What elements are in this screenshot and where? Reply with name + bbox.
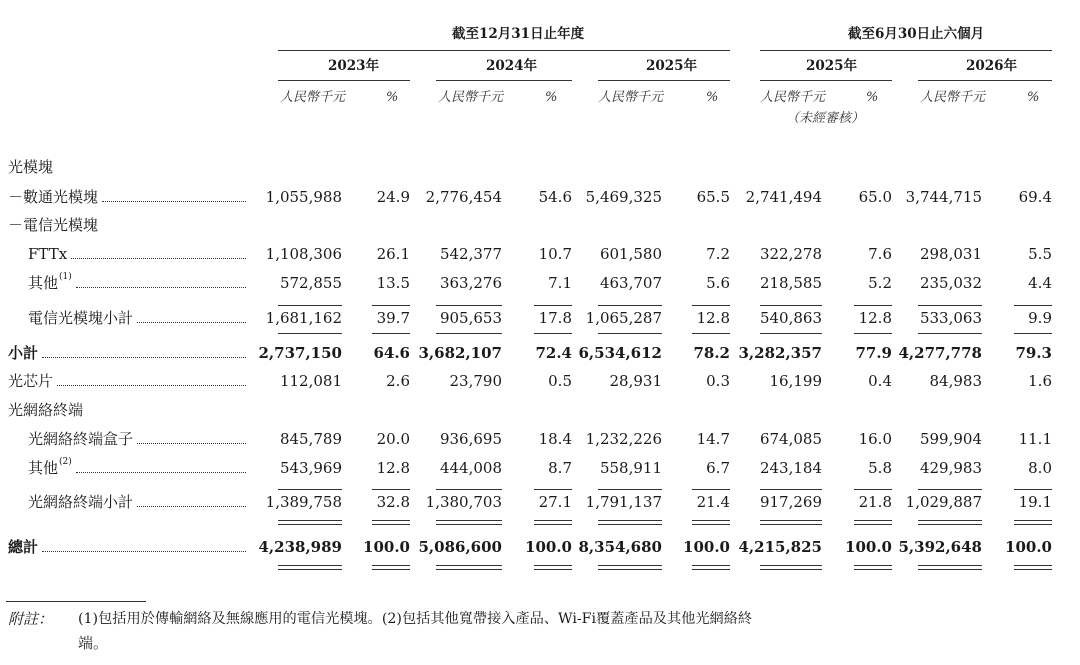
amount-cell: 8,354,680 xyxy=(578,538,662,556)
year-rule-2026-six xyxy=(918,80,1052,81)
year-header-2025: 2025年 xyxy=(646,58,698,74)
amount-cell: 3,744,715 xyxy=(905,188,982,206)
amount-cell: 2,776,454 xyxy=(425,188,502,206)
amount-cell: 558,911 xyxy=(599,459,662,477)
amount-cell: 5,086,600 xyxy=(418,538,502,556)
row-label: －電信光模塊 xyxy=(8,216,99,234)
percent-cell: 79.3 xyxy=(1015,344,1052,362)
amount-cell: 4,215,825 xyxy=(738,538,822,556)
percent-cell: 5.5 xyxy=(1028,245,1052,263)
subtotal-rule-bottom xyxy=(760,333,822,334)
subtotal-rule-top xyxy=(278,305,342,306)
percent-cell: 69.4 xyxy=(1018,188,1052,206)
total-rule-top xyxy=(760,524,822,525)
total-rule-top xyxy=(534,520,572,521)
percent-cell: 21.4 xyxy=(696,493,730,511)
amount-cell: 1,389,758 xyxy=(265,493,342,511)
total-rule-top xyxy=(534,524,572,525)
row-label: 電信光模塊小計 xyxy=(28,309,134,327)
ont-subtotal-rule-top xyxy=(760,489,822,490)
amount-cell: 6,534,612 xyxy=(578,344,662,362)
year-header-2023: 2023年 xyxy=(328,58,380,74)
unit-pct-2026-six: % xyxy=(1027,90,1040,105)
amount-cell: 543,969 xyxy=(279,459,342,477)
year-header-2024: 2024年 xyxy=(486,58,538,74)
unit-pct-2025-six: % xyxy=(866,90,879,105)
subtotal-rule-top xyxy=(1014,305,1052,306)
leader-dots xyxy=(102,201,246,202)
amount-cell: 16,199 xyxy=(769,372,822,390)
footnote-marker: (2) xyxy=(59,457,72,467)
total-rule-bottom xyxy=(918,569,982,570)
amount-cell: 322,278 xyxy=(759,245,822,263)
percent-cell: 100.0 xyxy=(363,538,410,556)
amount-cell: 28,931 xyxy=(609,372,662,390)
total-rule-bottom xyxy=(760,565,822,566)
row-label: 總計 xyxy=(8,538,39,556)
unaudited-note: （未經審核） xyxy=(786,111,865,126)
subtotal-rule-bottom xyxy=(534,333,572,334)
group-header-fiscal-year: 截至12月31日止年度 xyxy=(452,26,585,42)
total-rule-bottom xyxy=(1014,569,1052,570)
row-label: 光模塊 xyxy=(8,158,54,176)
percent-cell: 24.9 xyxy=(376,188,410,206)
percent-cell: 14.7 xyxy=(696,430,730,448)
amount-cell: 599,904 xyxy=(919,430,982,448)
percent-cell: 18.4 xyxy=(538,430,572,448)
percent-cell: 78.2 xyxy=(693,344,730,362)
unit-amount-2024: 人民幣千元 xyxy=(438,90,504,105)
percent-cell: 39.7 xyxy=(376,309,410,327)
amount-cell: 429,983 xyxy=(919,459,982,477)
amount-cell: 112,081 xyxy=(279,372,342,390)
percent-cell: 5.6 xyxy=(706,274,730,292)
amount-cell: 674,085 xyxy=(759,430,822,448)
percent-cell: 26.1 xyxy=(376,245,410,263)
row-label: 光網絡終端盒子 xyxy=(28,430,134,448)
percent-cell: 17.8 xyxy=(538,309,572,327)
percent-cell: 27.1 xyxy=(538,493,572,511)
group-rule-fiscal-year xyxy=(278,50,730,51)
subtotal-rule-bottom xyxy=(278,333,342,334)
footnote-label: 附註： xyxy=(8,610,54,628)
total-rule-top xyxy=(372,520,410,521)
amount-cell: 1,108,306 xyxy=(265,245,342,263)
percent-cell: 8.0 xyxy=(1028,459,1052,477)
subtotal-rule-bottom xyxy=(598,333,662,334)
total-rule-bottom xyxy=(598,565,662,566)
total-rule-top xyxy=(918,520,982,521)
ont-subtotal-rule-top xyxy=(436,489,502,490)
subtotal-rule-top xyxy=(918,305,982,306)
unit-amount-2026-six: 人民幣千元 xyxy=(920,90,986,105)
total-rule-bottom xyxy=(278,565,342,566)
total-rule-top xyxy=(1014,520,1052,521)
total-rule-top xyxy=(1014,524,1052,525)
row-label: 光芯片 xyxy=(8,372,54,390)
percent-cell: 9.9 xyxy=(1028,309,1052,327)
total-rule-bottom xyxy=(436,565,502,566)
year-rule-2025-six xyxy=(760,80,892,81)
leader-dots xyxy=(57,385,246,386)
amount-cell: 444,008 xyxy=(439,459,502,477)
percent-cell: 100.0 xyxy=(525,538,572,556)
percent-cell: 21.8 xyxy=(858,493,892,511)
percent-cell: 2.6 xyxy=(386,372,410,390)
amount-cell: 218,585 xyxy=(759,274,822,292)
unit-pct-2024: % xyxy=(545,90,558,105)
unit-amount-2025: 人民幣千元 xyxy=(598,90,664,105)
amount-cell: 905,653 xyxy=(439,309,502,327)
total-rule-bottom xyxy=(436,569,502,570)
percent-cell: 7.2 xyxy=(706,245,730,263)
unit-amount-2025-six: 人民幣千元 xyxy=(760,90,826,105)
amount-cell: 1,232,226 xyxy=(585,430,662,448)
year-header-2026-six: 2026年 xyxy=(966,58,1018,74)
amount-cell: 2,741,494 xyxy=(745,188,822,206)
amount-cell: 601,580 xyxy=(599,245,662,263)
total-rule-bottom xyxy=(692,565,730,566)
percent-cell: 12.8 xyxy=(696,309,730,327)
subtotal-rule-bottom xyxy=(918,333,982,334)
total-rule-bottom xyxy=(534,569,572,570)
percent-cell: 0.4 xyxy=(868,372,892,390)
subtotal-rule-bottom xyxy=(1014,333,1052,334)
ont-subtotal-rule-top xyxy=(692,489,730,490)
total-rule-top xyxy=(372,524,410,525)
total-rule-bottom xyxy=(692,569,730,570)
percent-cell: 65.5 xyxy=(696,188,730,206)
total-rule-top xyxy=(598,520,662,521)
total-rule-bottom xyxy=(918,565,982,566)
leader-dots xyxy=(42,357,246,358)
total-rule-top xyxy=(854,524,892,525)
percent-cell: 1.6 xyxy=(1028,372,1052,390)
subtotal-rule-top xyxy=(692,305,730,306)
amount-cell: 363,276 xyxy=(439,274,502,292)
total-rule-bottom xyxy=(278,569,342,570)
percent-cell: 7.1 xyxy=(548,274,572,292)
subtotal-rule-bottom xyxy=(692,333,730,334)
subtotal-rule-top xyxy=(534,305,572,306)
total-rule-top xyxy=(692,520,730,521)
amount-cell: 5,469,325 xyxy=(585,188,662,206)
leader-dots xyxy=(76,287,246,288)
leader-dots xyxy=(137,506,246,507)
total-rule-bottom xyxy=(854,565,892,566)
percent-cell: 5.2 xyxy=(868,274,892,292)
total-rule-bottom xyxy=(760,569,822,570)
footnote-rule xyxy=(6,601,146,602)
subtotal-rule-top xyxy=(760,305,822,306)
percent-cell: 77.9 xyxy=(855,344,892,362)
leader-dots xyxy=(71,258,246,259)
percent-cell: 16.0 xyxy=(858,430,892,448)
total-rule-top xyxy=(436,524,502,525)
subtotal-rule-bottom xyxy=(854,333,892,334)
ont-subtotal-rule-top xyxy=(854,489,892,490)
amount-cell: 533,063 xyxy=(919,309,982,327)
percent-cell: 54.6 xyxy=(538,188,572,206)
percent-cell: 19.1 xyxy=(1018,493,1052,511)
amount-cell: 542,377 xyxy=(439,245,502,263)
total-rule-bottom xyxy=(1014,565,1052,566)
subtotal-rule-top xyxy=(854,305,892,306)
total-rule-bottom xyxy=(598,569,662,570)
unit-pct-2023: % xyxy=(386,90,399,105)
leader-dots xyxy=(76,472,246,473)
total-rule-top xyxy=(760,520,822,521)
amount-cell: 540,863 xyxy=(759,309,822,327)
percent-cell: 11.1 xyxy=(1018,430,1052,448)
amount-cell: 572,855 xyxy=(279,274,342,292)
percent-cell: 8.7 xyxy=(548,459,572,477)
total-rule-bottom xyxy=(534,565,572,566)
percent-cell: 32.8 xyxy=(376,493,410,511)
ont-subtotal-rule-top xyxy=(598,489,662,490)
amount-cell: 84,983 xyxy=(929,372,982,390)
ont-subtotal-rule-top xyxy=(372,489,410,490)
percent-cell: 0.3 xyxy=(706,372,730,390)
total-rule-top xyxy=(278,520,342,521)
percent-cell: 0.5 xyxy=(548,372,572,390)
total-rule-top xyxy=(436,520,502,521)
ont-subtotal-rule-top xyxy=(278,489,342,490)
subtotal-rule-bottom xyxy=(372,333,410,334)
total-rule-top xyxy=(918,524,982,525)
year-rule-2023 xyxy=(278,80,410,81)
amount-cell: 298,031 xyxy=(919,245,982,263)
total-rule-bottom xyxy=(372,565,410,566)
unit-pct-2025: % xyxy=(706,90,719,105)
total-rule-bottom xyxy=(372,569,410,570)
percent-cell: 7.6 xyxy=(868,245,892,263)
amount-cell: 1,065,287 xyxy=(585,309,662,327)
percent-cell: 12.8 xyxy=(376,459,410,477)
amount-cell: 3,282,357 xyxy=(738,344,822,362)
amount-cell: 845,789 xyxy=(279,430,342,448)
total-rule-top xyxy=(692,524,730,525)
row-label: 其他 xyxy=(28,459,59,477)
leader-dots xyxy=(137,322,246,323)
ont-subtotal-rule-top xyxy=(918,489,982,490)
percent-cell: 64.6 xyxy=(373,344,410,362)
row-label: 光網絡終端 xyxy=(8,401,84,419)
group-rule-six-months xyxy=(760,50,1052,51)
percent-cell: 100.0 xyxy=(683,538,730,556)
amount-cell: 1,791,137 xyxy=(585,493,662,511)
subtotal-rule-top xyxy=(598,305,662,306)
row-label: FTTx xyxy=(28,245,68,263)
percent-cell: 12.8 xyxy=(858,309,892,327)
total-rule-top xyxy=(278,524,342,525)
footnote-marker: (1) xyxy=(59,272,72,282)
percent-cell: 20.0 xyxy=(376,430,410,448)
percent-cell: 100.0 xyxy=(845,538,892,556)
row-label: 光網絡終端小計 xyxy=(28,493,134,511)
amount-cell: 23,790 xyxy=(449,372,502,390)
unit-amount-2023: 人民幣千元 xyxy=(280,90,346,105)
amount-cell: 1,029,887 xyxy=(905,493,982,511)
leader-dots xyxy=(137,443,246,444)
total-rule-top xyxy=(598,524,662,525)
amount-cell: 917,269 xyxy=(759,493,822,511)
leader-dots xyxy=(42,551,246,552)
row-label: 其他 xyxy=(28,274,59,292)
amount-cell: 1,681,162 xyxy=(265,309,342,327)
amount-cell: 4,277,778 xyxy=(898,344,982,362)
percent-cell: 6.7 xyxy=(706,459,730,477)
footnote-line-2: 端。 xyxy=(78,634,109,652)
percent-cell: 10.7 xyxy=(538,245,572,263)
ont-subtotal-rule-top xyxy=(534,489,572,490)
total-rule-top xyxy=(854,520,892,521)
ont-subtotal-rule-top xyxy=(1014,489,1052,490)
row-label: 小計 xyxy=(8,344,39,362)
percent-cell: 4.4 xyxy=(1028,274,1052,292)
amount-cell: 235,032 xyxy=(919,274,982,292)
amount-cell: 4,238,989 xyxy=(258,538,342,556)
subtotal-rule-top xyxy=(436,305,502,306)
year-rule-2024 xyxy=(436,80,572,81)
subtotal-rule-bottom xyxy=(436,333,502,334)
percent-cell: 72.4 xyxy=(535,344,572,362)
percent-cell: 13.5 xyxy=(376,274,410,292)
group-header-six-months: 截至6月30日止六個月 xyxy=(848,26,985,42)
percent-cell: 5.8 xyxy=(868,459,892,477)
amount-cell: 5,392,648 xyxy=(898,538,982,556)
row-label: －數通光模塊 xyxy=(8,188,99,206)
amount-cell: 2,737,150 xyxy=(258,344,342,362)
subtotal-rule-top xyxy=(372,305,410,306)
amount-cell: 463,707 xyxy=(599,274,662,292)
amount-cell: 243,184 xyxy=(759,459,822,477)
amount-cell: 936,695 xyxy=(439,430,502,448)
amount-cell: 1,055,988 xyxy=(265,188,342,206)
amount-cell: 3,682,107 xyxy=(418,344,502,362)
percent-cell: 100.0 xyxy=(1005,538,1052,556)
percent-cell: 65.0 xyxy=(858,188,892,206)
year-rule-2025 xyxy=(598,80,730,81)
amount-cell: 1,380,703 xyxy=(425,493,502,511)
footnote-line-1: (1)包括用於傳輸網絡及無線應用的電信光模塊。(2)包括其他寬帶接入產品、Wi-Fi覆蓋產品及其他光網絡終 xyxy=(78,611,753,627)
year-header-2025-six: 2025年 xyxy=(806,58,858,74)
total-rule-bottom xyxy=(854,569,892,570)
